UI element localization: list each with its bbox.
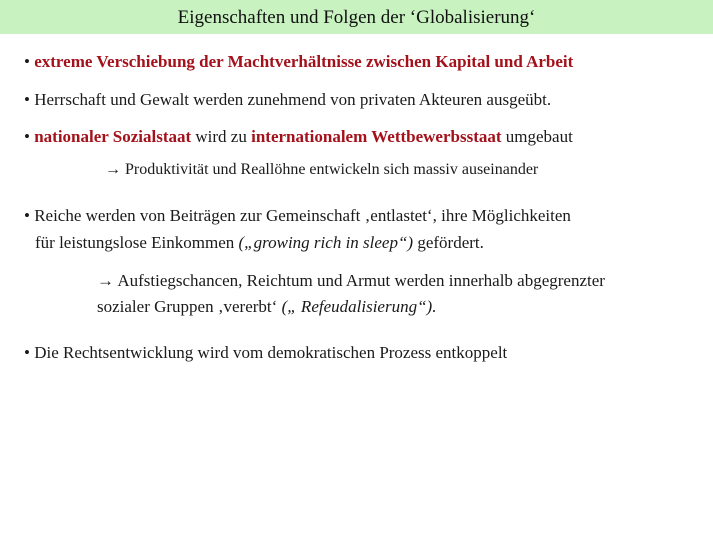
bullet-item-2 — [24, 90, 551, 110]
bullet-3-highlight-a: nationaler Sozialstaat — [34, 127, 192, 146]
bullet-4-sub-quote: („ Refeudalisierung“). — [281, 297, 437, 316]
bullet-4-line-2-a: für leistungslose Einkommen — [35, 233, 239, 252]
bullet-4-quote: („growing rich in sleep“) — [238, 233, 414, 252]
bullet-item-1 — [24, 52, 573, 72]
bullet-symbol: • — [24, 90, 30, 109]
bullet-symbol: • — [24, 127, 30, 146]
bullet-4-subpoint-line-2 — [97, 297, 436, 317]
blank-lower-area — [0, 378, 713, 536]
bullet-symbol: • — [24, 343, 30, 362]
bullet-5-text: Die Rechtsentwicklung wird vom demokratischen Prozess entkoppelt — [34, 343, 508, 362]
arrow-icon: → — [105, 161, 121, 178]
bullet-3-sub-text: Produktivität und Reallöhne entwickeln sich massiv auseinander — [125, 161, 539, 178]
bullet-symbol: • — [24, 206, 30, 225]
bullet-4-sub-line-2-a: sozialer Gruppen ‚vererbt‘ — [97, 297, 282, 316]
slide-title-bar — [0, 0, 713, 34]
bullet-2-text: Herrschaft und Gewalt werden zunehmend von privaten Akteuren ausgeübt. — [34, 90, 552, 109]
bullet-item-3 — [24, 127, 573, 147]
bullet-symbol: • — [24, 52, 30, 71]
bullet-4-subpoint-line-1 — [97, 271, 605, 291]
bullet-4-line-2-b: gefördert. — [413, 233, 484, 252]
bullet-3-highlight-b: internationalem Wettbewerbsstaat — [251, 127, 502, 146]
slide-title: Eigenschaften und Folgen der ‘Globalisierung‘ — [177, 7, 536, 28]
bullet-3-subpoint — [105, 160, 538, 180]
bullet-3-text-b: umgebaut — [501, 127, 573, 146]
bullet-4-line-1: Reiche werden von Beiträgen zur Gemeinschaft ‚entlastet‘, ihre Möglichkeiten — [34, 206, 571, 225]
bullet-4-sub-line-1: Aufstiegschancen, Reichtum und Armut werden innerhalb abgegrenzter — [117, 271, 605, 290]
bullet-item-4 — [24, 206, 571, 226]
arrow-icon: → — [97, 271, 114, 290]
bullet-item-5 — [24, 343, 507, 363]
bullet-3-text-a: wird zu — [191, 127, 252, 146]
bullet-4-line-2 — [35, 233, 484, 253]
bullet-1-highlight: extreme Verschiebung der Machtverhältnisse zwischen Kapital und Arbeit — [34, 52, 574, 71]
